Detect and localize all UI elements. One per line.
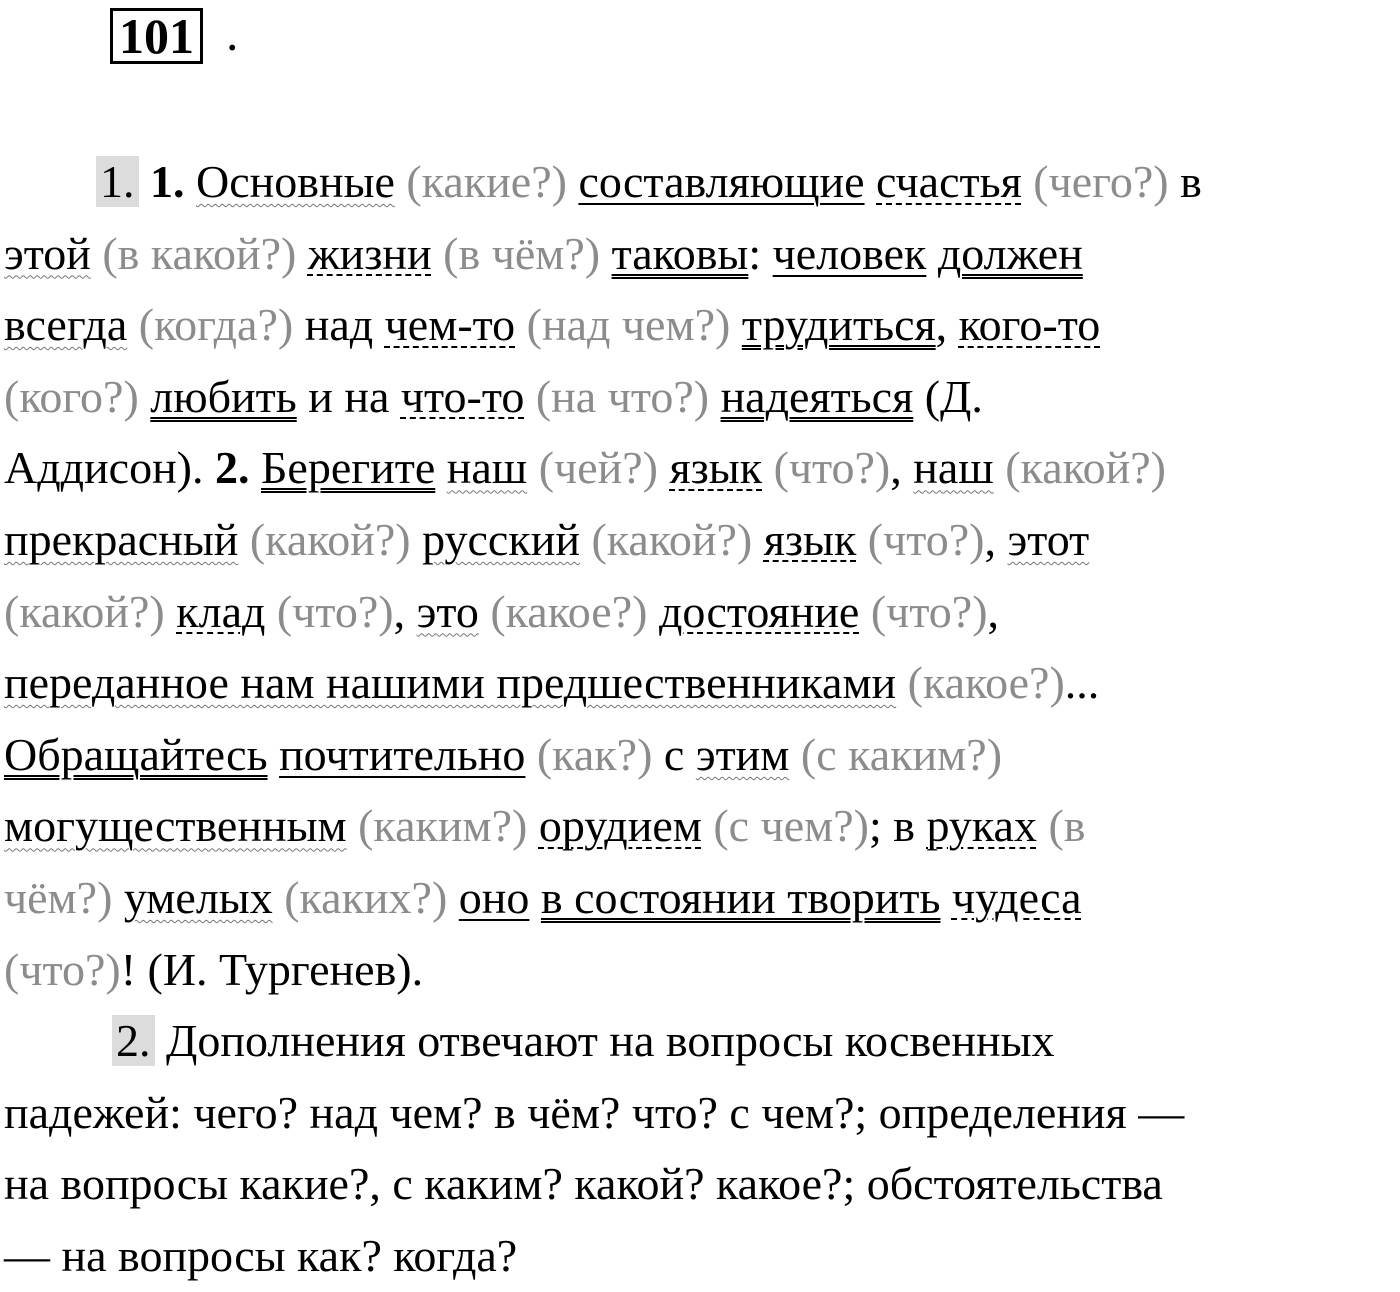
object-word: жизни [307,227,432,279]
attribute-word: умелых [123,871,273,923]
text-segment [647,586,659,637]
text-segment: , [890,442,914,494]
text-segment [435,442,447,493]
question-hint: (с каким?) [800,728,1003,780]
text-line [4,432,1396,504]
text-segment: ; в [869,800,927,852]
predicate-word: в состоянии творить [540,871,941,923]
text-line [4,504,1396,576]
text-segment [896,657,908,708]
object-word: что-то [400,370,525,422]
object-word: чудеса [951,871,1082,923]
predicate-word: Обращайтесь [4,728,268,780]
text-segment [600,228,612,279]
question-hint: (в чём?) [443,227,601,279]
sentence-number: 2. [215,442,250,494]
text-line [4,719,1396,791]
text-segment [762,442,774,493]
question-hint: (в какой?) [102,227,297,279]
object-word: достояние [658,585,860,637]
text-segment [268,729,280,780]
text-line [4,1005,1396,1077]
text-segment [789,729,801,780]
text-segment: : [748,227,773,279]
predicate-word: Берегите [261,442,436,494]
subject-word: почтительно [279,728,526,780]
text-segment: ! (И. Тургенев). [120,943,424,995]
text-segment [91,228,103,279]
question-hint: (каких?) [284,871,448,923]
predicate-word: надеяться [720,370,914,422]
question-hint: (когда?) [138,299,294,351]
text-segment [994,442,1006,493]
text-segment: Дополнения отвечают на вопросы косвенных [154,1015,1055,1067]
text-segment [1022,156,1034,207]
predicate-word: таковы [611,227,749,279]
question-hint: (какие?) [406,156,567,207]
text-segment [347,800,359,851]
text-segment [1037,800,1049,851]
question-hint: (что?) [4,943,121,995]
text-segment [432,228,444,279]
text-segment: ... [1064,657,1100,709]
text-segment [139,156,151,207]
text-segment [529,872,541,923]
object-word: клад [176,585,266,637]
attribute-word: этот [1007,513,1090,565]
question-hint: (чей?) [538,442,658,494]
text-line [4,289,1396,361]
highlighted-item-number: 1. [96,156,139,207]
text-segment: (Д. [913,370,983,422]
text-segment [238,514,250,565]
text-segment [856,514,868,565]
text-segment [658,442,670,493]
text-segment [525,729,537,780]
text-line [4,146,1396,218]
text-segment [567,156,579,207]
text-segment [296,228,308,279]
object-word: руках [926,800,1037,852]
text-segment: , [935,299,959,351]
text-line [4,576,1396,648]
sentence-number: 1. [150,156,185,207]
attribute-word: этим [695,728,790,780]
attribute-word: этой [4,227,91,279]
text-segment [752,514,764,565]
question-hint: (как?) [536,728,653,780]
text-segment [112,872,124,923]
object-word: язык [763,513,857,565]
text-segment: , [984,513,1008,565]
question-hint: (что?) [867,513,985,565]
object-word: орудием [538,800,702,852]
predicate-word: трудиться [741,299,936,351]
question-hint: (над чем?) [526,299,731,351]
text-segment: Аддисон). [4,442,215,494]
predicate-word: должен [937,227,1083,279]
question-hint: (какой?) [4,585,165,637]
highlighted-item-number: 2. [112,1015,155,1066]
text-line [4,1077,1396,1149]
predicate-word: любить [150,370,297,422]
text-segment: — на вопросы как? когда? [4,1229,518,1281]
attribute-word: прекрасный [4,513,239,565]
text-segment [730,299,742,350]
text-segment [127,299,139,350]
text-segment [447,872,459,923]
object-word: чем-то [384,299,516,351]
question-hint: (кого?) [4,370,139,422]
text-segment: падежей: чего? над чем? в чём? что? с чем?; определения — [4,1086,1185,1138]
object-word: кого-то [958,299,1101,351]
text-segment: на вопросы какие?, с каким? какой? какое?; обстоятельства [4,1158,1163,1210]
exercise-number-dot: . [226,5,239,61]
question-hint: (какой?) [249,513,411,565]
text-segment [865,156,877,207]
question-hint: (каким?) [358,800,528,852]
attribute-word: Основные [196,156,395,207]
object-word: язык [669,442,763,494]
text-segment [524,371,536,422]
text-segment: с [652,728,696,780]
question-hint: (с чем?) [713,800,869,852]
attribute-word: всегда [4,299,128,351]
text-segment: в [1168,156,1202,207]
object-word: счастья [876,156,1022,207]
text-segment [250,442,262,493]
text-segment [580,514,592,565]
attribute-word: переданное нам нашими предшественниками [4,657,897,709]
exercise-number: 101 [110,8,203,64]
text-line [4,862,1396,934]
text-line [4,647,1396,719]
text-segment [940,872,952,923]
text-segment [139,371,151,422]
text-segment: над [293,299,385,351]
question-hint: (на что?) [535,370,710,422]
text-segment [411,514,423,565]
text-line [4,934,1396,1006]
attribute-word: это [416,585,479,637]
subject-word: оно [458,871,530,923]
question-hint: (какое?) [490,585,648,637]
question-hint: (какой?) [1005,442,1166,494]
subject-word: составляющие [578,156,865,207]
attribute-word: наш [446,442,528,494]
text-segment [185,156,197,207]
text-segment [527,800,539,851]
text-segment: , [987,585,1000,637]
text-line [4,1220,1396,1292]
text-segment [479,586,491,637]
question-hint: (что?) [773,442,891,494]
attribute-word: наш [913,442,994,494]
text-segment [273,872,285,923]
question-hint: (в [1048,800,1086,852]
question-hint: чём?) [4,871,113,923]
text-segment [515,299,527,350]
question-hint: (что?) [276,585,394,637]
text-segment [265,586,277,637]
text-line [4,790,1396,862]
text-segment [702,800,714,851]
text-segment: и на [296,370,401,422]
text-segment [926,228,938,279]
question-hint: (что?) [870,585,988,637]
text-line [4,361,1396,433]
exercise-text [4,146,1396,1292]
subject-word: человек [772,227,927,279]
attribute-word: русский [422,513,580,565]
text-segment [395,156,407,207]
text-segment [165,586,177,637]
text-segment [527,442,539,493]
text-segment: , [393,585,417,637]
text-segment [859,586,871,637]
text-line [4,218,1396,290]
attribute-word: могущественным [4,800,347,852]
text-line [4,1148,1396,1220]
question-hint: (какой?) [591,513,753,565]
question-hint: (чего?) [1033,156,1169,207]
text-segment [709,371,721,422]
question-hint: (какое?) [907,657,1065,709]
